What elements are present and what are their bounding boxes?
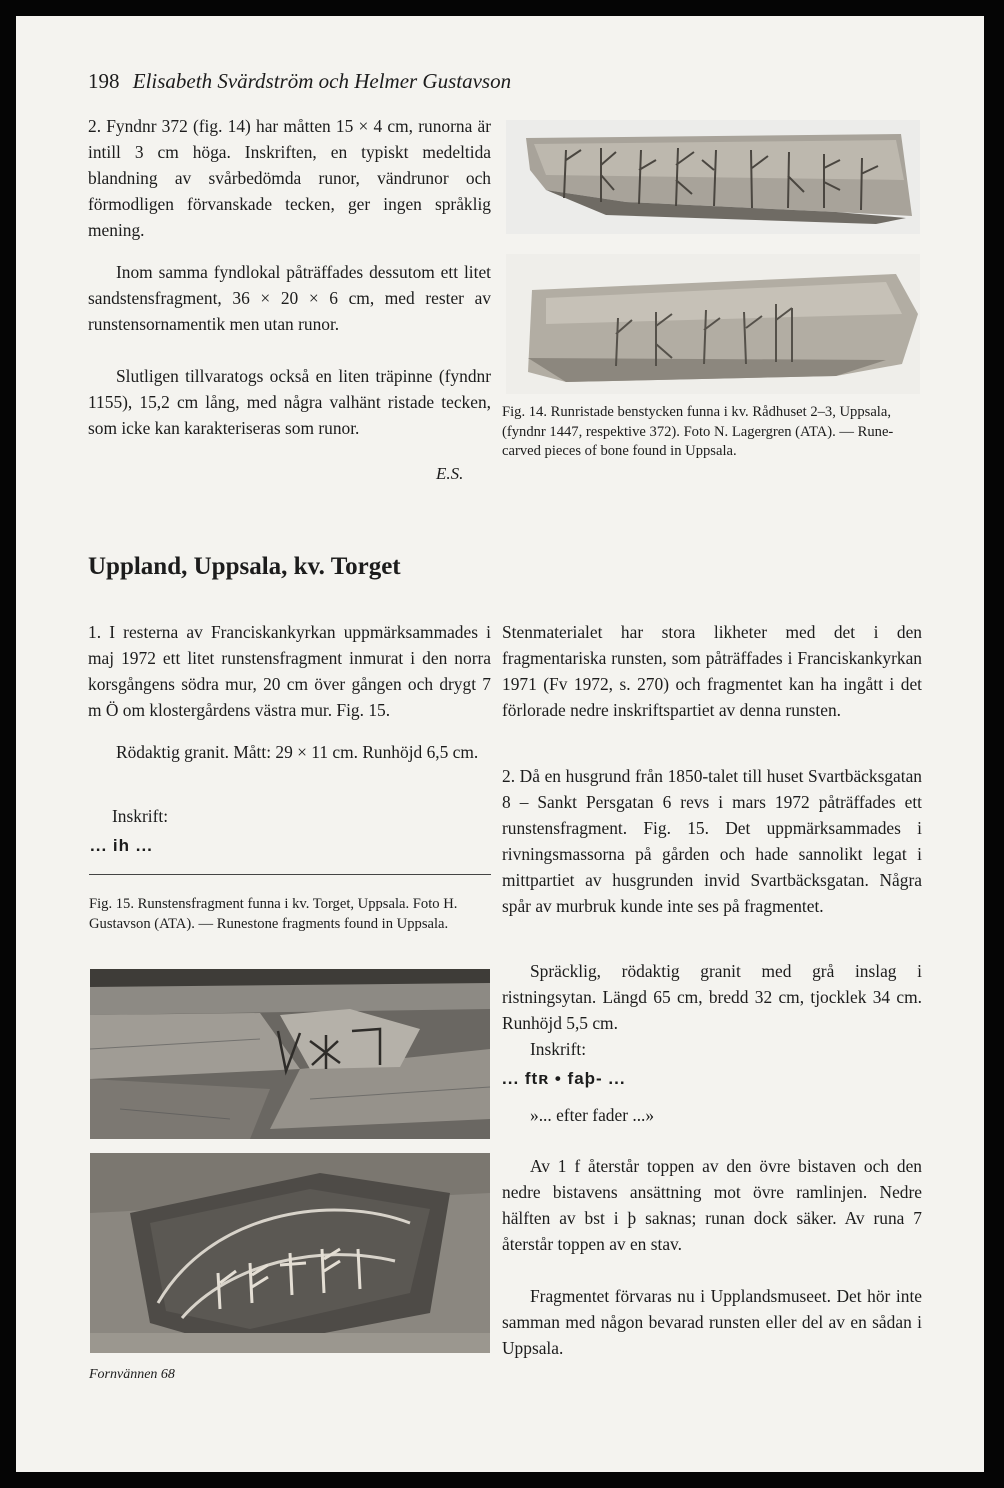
fig14-caption: Fig. 14. Runristade benstycken funna i kv. Rådhuset 2–3, Uppsala, (fyndnr 1447, respektive 372). Foto N. Lagergren (ATA). — Rune-carved pieces of bone found in Uppsala. xyxy=(502,404,894,460)
page xyxy=(16,16,984,1472)
inscription-translation: »... efter fader ...» xyxy=(530,1105,655,1125)
paragraph-granite-1: Rödaktig granit. Mått: 29 × 11 cm. Runhöjd 6,5 cm. xyxy=(116,742,479,762)
bone-fragment-image-1 xyxy=(506,120,920,234)
inscription-1: ... ih ... xyxy=(90,836,153,855)
running-head xyxy=(88,69,511,94)
page-number: 198 xyxy=(88,69,120,93)
paragraph-husgrund: 2. Då en husgrund från 1850-talet till huset Svartbäcksgatan 8 – Sankt Persgatan 6 revs i mars 1972 påträffades ett runstensfragment. Fig. 15. Det uppmärksammades i rivningsmassorna på gården och hade sannolikt legat i mittpartiet av husgrunden invid Svartbäcksgatan. Några spår av murbruk kunde inte ses på fragmentet. xyxy=(502,766,922,916)
inscription-label-1: Inskrift: xyxy=(112,806,169,826)
inscription-2: ... ftʀ • faþ- ... xyxy=(502,1069,626,1088)
paragraph-rune-notes: Av 1 f återstår toppen av den övre bistaven och den nedre bistavens ansättning mot övre ramlinjen. Nedre hälften av bst i þ saknas; runan dock säker. Av runa 7 återstår toppen av en stav. xyxy=(502,1156,922,1254)
runestone-fragment-image xyxy=(90,1153,490,1353)
paragraph-sandstone: Inom samma fyndlokal påträffades dessutom ett litet sandstensfragment, 36 × 20 × 6 cm, med rester av runstensornamentik men utan runor. xyxy=(88,262,491,334)
running-authors: Elisabeth Svärdström och Helmer Gustavson xyxy=(132,69,512,93)
paragraph-wooden-peg: Slutligen tillvaratogs också en liten träpinne (fyndnr 1155), 15,2 cm lång, med några valhänt ristade tecken, som icke kan karakteriseras som runor. xyxy=(88,366,491,438)
author-signature: E.S. xyxy=(436,464,464,483)
paragraph-stone-material: Stenmaterialet har stora likheter med det i den fragmentariska runsten, som påträffades i Franciskankyrkan 1971 (Fv 1972, s. 270) och fragmentet kan ha ingått i det förlorade nedre inskriftspartiet av denna runsten. xyxy=(502,622,922,720)
wall-fragment-image xyxy=(90,969,490,1139)
bone-fragment-image-2 xyxy=(506,254,920,394)
divider xyxy=(89,874,491,875)
paragraph-museum: Fragmentet förvaras nu i Upplandsmuseet. Det hör inte samman med någon bevarad runsten eller del av en sådan i Uppsala. xyxy=(502,1286,922,1358)
section-heading: Uppland, Uppsala, kv. Torget xyxy=(88,553,401,580)
fig15-photo-top xyxy=(90,969,490,1139)
paragraph-torget-1: 1. I resterna av Franciskankyrkan uppmärksammades i maj 1972 ett litet runstensfragment inmurat i den norra korsgångens södra mur, 20 cm över gången och drygt 7 m Ö om klostergårdens västra mur. Fig. 15. xyxy=(88,622,491,720)
fig15-photo-bottom xyxy=(90,1153,490,1353)
fig14-photo-bottom xyxy=(506,254,920,394)
fig15-caption: Fig. 15. Runstensfragment funna i kv. Torget, Uppsala. Foto H. Gustavson (ATA). — Runestone fragments found in Uppsala. xyxy=(89,896,458,932)
journal-footer: Fornvännen 68 xyxy=(89,1367,175,1382)
fig14-photo-top xyxy=(506,120,920,234)
paragraph-granite-2: Spräcklig, rödaktig granit med grå inslag i ristningsytan. Längd 65 cm, bredd 32 cm, tjocklek 34 cm. Runhöjd 5,5 cm. xyxy=(502,961,922,1033)
inscription-label-2: Inskrift: xyxy=(530,1039,587,1059)
paragraph-fyndnr-372: 2. Fyndnr 372 (fig. 14) har måtten 15 × 4 cm, runorna är intill 3 cm höga. Inskriften, en typiskt medeltida blandning av svårbedömda runor, vändrunor och förmodligen förvanskade tecken, ger ingen språklig mening. xyxy=(88,116,491,240)
